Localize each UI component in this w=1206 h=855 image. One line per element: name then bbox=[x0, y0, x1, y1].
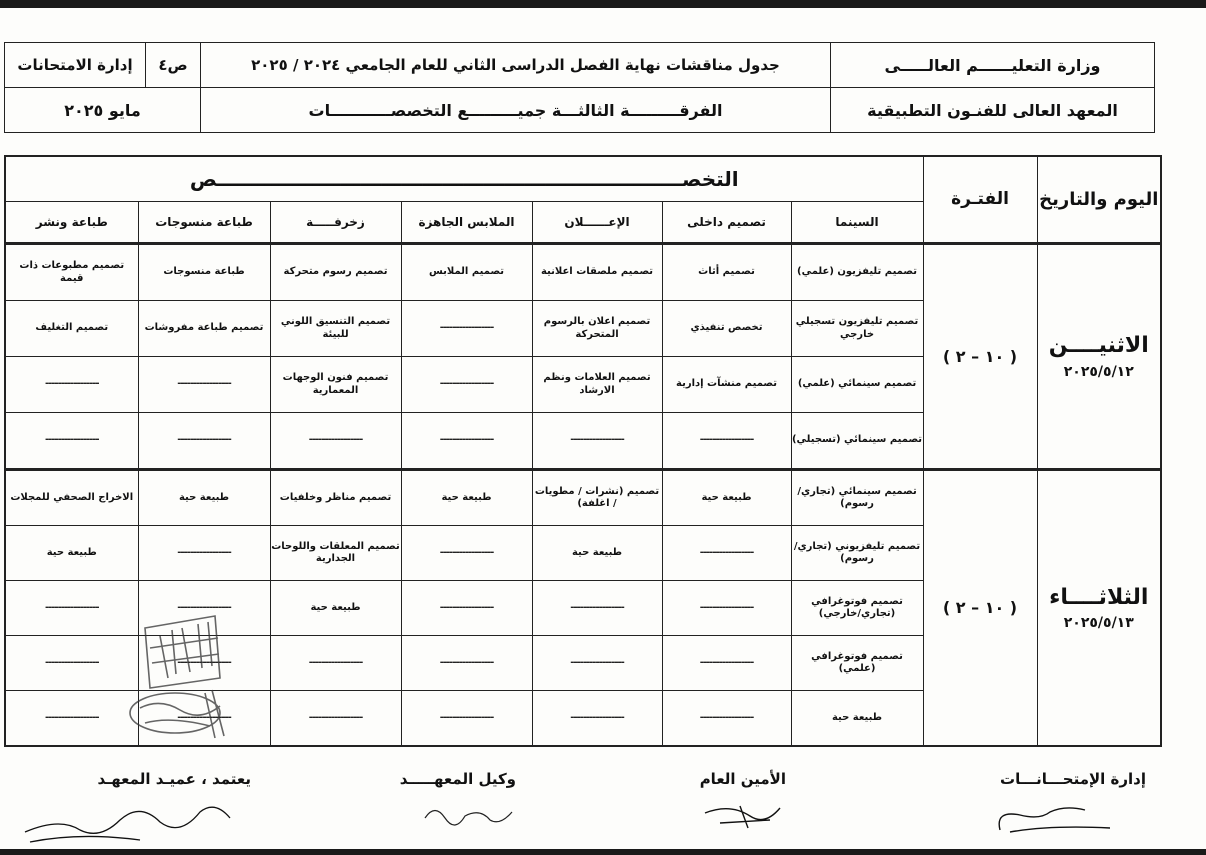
sig-vice-dean: وكيل المعهـــــد bbox=[399, 770, 516, 788]
empty-cell bbox=[401, 526, 532, 581]
course-cell: طبيعة حية bbox=[270, 581, 401, 636]
sig-secretary-general: الأمين العام bbox=[699, 770, 786, 788]
period-header: الفتـرة bbox=[923, 156, 1037, 244]
table-row bbox=[5, 470, 1161, 526]
day-cell bbox=[1037, 470, 1161, 747]
course-cell: تصميم سينمائي (علمي) bbox=[791, 357, 923, 413]
column-header: تصميم داخلى bbox=[662, 202, 791, 244]
day-name: الاثنيــــن bbox=[1048, 333, 1149, 358]
dash-placeholder: ----------------- bbox=[439, 601, 494, 613]
empty-cell bbox=[532, 691, 662, 747]
column-header: السينما bbox=[791, 202, 923, 244]
empty-cell bbox=[401, 691, 532, 747]
sig-dean: يعتمد ، عميـد المعهـد bbox=[97, 770, 251, 788]
empty-cell bbox=[532, 636, 662, 691]
column-header: زخرفـــــة bbox=[270, 202, 401, 244]
sig-exams-admin: إدارة الإمتحـــانـــات bbox=[1000, 770, 1146, 788]
course-cell: طبيعة حية bbox=[662, 470, 791, 526]
dash-placeholder: ----------------- bbox=[439, 711, 494, 723]
day-cell bbox=[1037, 244, 1161, 470]
vice-dean-signature bbox=[420, 798, 520, 832]
empty-cell bbox=[270, 691, 401, 747]
empty-cell bbox=[5, 636, 138, 691]
dash-placeholder: ----------------- bbox=[439, 434, 494, 446]
empty-cell bbox=[662, 413, 791, 470]
empty-cell bbox=[138, 357, 270, 413]
institute-stamp bbox=[120, 608, 230, 743]
course-cell: تصميم تليفزيون (علمي) bbox=[791, 244, 923, 301]
dash-placeholder: ----------------- bbox=[570, 434, 624, 446]
empty-cell bbox=[5, 413, 138, 470]
course-cell: تخصص تنفيذي bbox=[662, 301, 791, 357]
course-cell: تصميم العلامات ونظم الارشاد bbox=[532, 357, 662, 413]
empty-cell bbox=[5, 581, 138, 636]
dash-placeholder: ----------------- bbox=[439, 322, 494, 334]
dash-placeholder: ----------------- bbox=[699, 601, 754, 613]
course-cell: تصميم طباعة مفروشات bbox=[138, 301, 270, 357]
empty-cell bbox=[401, 636, 532, 691]
dean-signature bbox=[20, 792, 240, 848]
course-cell: تصميم تليفزيوني (تجاري/رسوم) bbox=[791, 526, 923, 581]
course-cell: تصميم مناظر وخلفيات bbox=[270, 470, 401, 526]
empty-cell bbox=[662, 526, 791, 581]
secretary-signature bbox=[700, 798, 790, 832]
dash-placeholder: ----------------- bbox=[44, 656, 99, 668]
course-cell: الاخراج الصحفي للمجلات bbox=[5, 470, 138, 526]
course-cell: تصميم فوتوغرافي (تجاري/خارجي) bbox=[791, 581, 923, 636]
day-date-header: اليوم والتاريخ bbox=[1037, 156, 1161, 244]
period-cell: ( ١٠ – ٢ ) bbox=[923, 244, 1037, 470]
course-cell: تصميم ملصقات اعلانية bbox=[532, 244, 662, 301]
empty-cell bbox=[270, 636, 401, 691]
dash-placeholder: ----------------- bbox=[699, 711, 754, 723]
empty-cell bbox=[270, 413, 401, 470]
table-row bbox=[5, 244, 1161, 301]
dash-placeholder: ----------------- bbox=[570, 656, 624, 668]
specialization-title: التخصــــــــــــــــــــــــــــــــــــــــــــــــــــــــــــــــــــص bbox=[5, 156, 923, 202]
empty-cell bbox=[5, 357, 138, 413]
schedule-title: جدول مناقشات نهاية الفصل الدراسى الثاني للعام الجامعي ٢٠٢٤ / ٢٠٢٥ bbox=[201, 43, 831, 88]
year-level: الفرقـــــــــة الثالثـــة جميـــــــــع التخصصـــــــــــات bbox=[201, 88, 831, 133]
dash-placeholder: ----------------- bbox=[439, 546, 494, 558]
empty-cell bbox=[5, 691, 138, 747]
empty-cell bbox=[662, 636, 791, 691]
column-header: طباعة ونشر bbox=[5, 202, 138, 244]
dash-placeholder: ----------------- bbox=[177, 656, 231, 668]
dash-placeholder: ----------------- bbox=[308, 656, 363, 668]
bottom-scan-border bbox=[0, 849, 1206, 855]
empty-cell bbox=[401, 581, 532, 636]
course-cell: تصميم مطبوعات ذات قيمة bbox=[5, 244, 138, 301]
course-cell: تصميم اعلان بالرسوم المتحركة bbox=[532, 301, 662, 357]
empty-cell bbox=[401, 413, 532, 470]
empty-cell bbox=[138, 413, 270, 470]
course-cell: تصميم فنون الوجهات المعمارية bbox=[270, 357, 401, 413]
course-cell: تصميم رسوم متحركة bbox=[270, 244, 401, 301]
course-cell: طبيعة حية bbox=[138, 470, 270, 526]
empty-cell bbox=[401, 301, 532, 357]
column-header: الملابس الجاهزة bbox=[401, 202, 532, 244]
dash-placeholder: ----------------- bbox=[177, 546, 231, 558]
dash-placeholder: ----------------- bbox=[439, 378, 494, 390]
course-cell: تصميم التنسيق اللوني للبيئة bbox=[270, 301, 401, 357]
document-header bbox=[4, 42, 1155, 133]
course-cell: طبيعة حية bbox=[401, 470, 532, 526]
dash-placeholder: ----------------- bbox=[308, 434, 363, 446]
dash-placeholder: ----------------- bbox=[699, 434, 754, 446]
dash-placeholder: ----------------- bbox=[44, 378, 99, 390]
course-cell: طباعة منسوجات bbox=[138, 244, 270, 301]
course-cell: تصميم (نشرات / مطويات / اغلفة) bbox=[532, 470, 662, 526]
course-cell: طبيعة حية bbox=[532, 526, 662, 581]
dash-placeholder: ----------------- bbox=[439, 656, 494, 668]
dash-placeholder: ----------------- bbox=[570, 601, 624, 613]
dash-placeholder: ----------------- bbox=[44, 434, 99, 446]
top-scan-border bbox=[0, 0, 1206, 8]
day-date: ٢٠٢٥/٥/١٢ bbox=[1063, 363, 1134, 380]
course-cell: تصميم سينمائي (تجاري/رسوم) bbox=[791, 470, 923, 526]
course-cell: تصميم منشآت إدارية bbox=[662, 357, 791, 413]
institute-name: المعهد العالى للفنـون التطبيقية bbox=[831, 88, 1155, 133]
course-cell: طبيعة حية bbox=[791, 691, 923, 747]
course-cell: تصميم أثاث bbox=[662, 244, 791, 301]
dash-placeholder: ----------------- bbox=[44, 711, 99, 723]
page-number: ص٤ bbox=[146, 43, 201, 88]
dash-placeholder: ----------------- bbox=[177, 378, 231, 390]
course-cell: تصميم تليفزيون تسجيلي خارجي bbox=[791, 301, 923, 357]
dash-placeholder: ----------------- bbox=[177, 601, 231, 613]
dash-placeholder: ----------------- bbox=[699, 546, 754, 558]
period-cell: ( ١٠ – ٢ ) bbox=[923, 470, 1037, 747]
dash-placeholder: ----------------- bbox=[177, 434, 231, 446]
empty-cell bbox=[662, 581, 791, 636]
dash-placeholder: ----------------- bbox=[699, 656, 754, 668]
exams-administration: إدارة الامتحانات bbox=[5, 43, 146, 88]
course-cell: تصميم المعلقات واللوحات الجدارية bbox=[270, 526, 401, 581]
day-name: الثلاثــــاء bbox=[1049, 584, 1149, 610]
empty-cell bbox=[532, 413, 662, 470]
exams-admin-signature bbox=[990, 800, 1120, 840]
dash-placeholder: ----------------- bbox=[570, 711, 624, 723]
empty-cell bbox=[401, 357, 532, 413]
month-label: مايو ٢٠٢٥ bbox=[5, 88, 201, 133]
dash-placeholder: ----------------- bbox=[44, 601, 99, 613]
dash-placeholder: ----------------- bbox=[308, 711, 363, 723]
course-cell: تصميم التغليف bbox=[5, 301, 138, 357]
ministry-name: وزارة التعليــــــم العالـــــى bbox=[831, 43, 1155, 88]
day-date: ٢٠٢٥/٥/١٣ bbox=[1063, 615, 1134, 631]
course-cell: تصميم سينمائي (تسجيلي) bbox=[791, 413, 923, 470]
course-cell: تصميم فوتوغرافي (علمي) bbox=[791, 636, 923, 691]
dash-placeholder: ----------------- bbox=[177, 711, 231, 723]
course-cell: تصميم الملابس bbox=[401, 244, 532, 301]
column-header: الإعــــــلان bbox=[532, 202, 662, 244]
course-cell: طبيعة حية bbox=[5, 526, 138, 581]
empty-cell bbox=[138, 526, 270, 581]
empty-cell bbox=[532, 581, 662, 636]
empty-cell bbox=[662, 691, 791, 747]
column-header: طباعة منسوجات bbox=[138, 202, 270, 244]
